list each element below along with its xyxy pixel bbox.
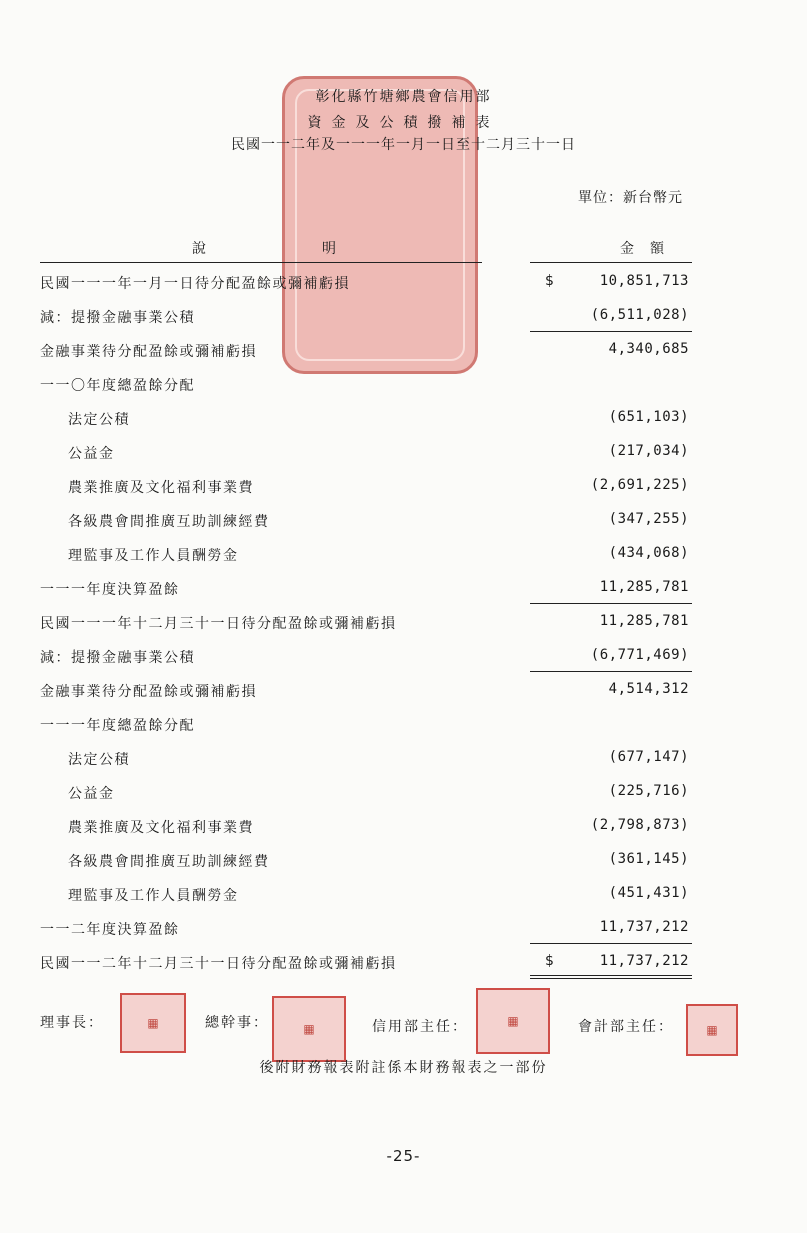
row-amount: 11,285,781	[599, 613, 689, 629]
subtotal-rule	[530, 943, 692, 944]
credit-director-seal-stamp: ▦	[476, 988, 550, 1054]
row-label: 民國一一二年十二月三十一日待分配盈餘或彌補虧損	[40, 956, 397, 972]
currency-symbol: $	[545, 953, 554, 969]
row-amount: 11,285,781	[599, 579, 689, 595]
table-row	[0, 639, 807, 673]
table-row	[0, 299, 807, 333]
row-amount: (217,034)	[608, 443, 689, 459]
general-manager-seal-stamp: ▦	[272, 996, 346, 1062]
row-label: 法定公積	[68, 412, 130, 428]
subtotal-rule	[530, 331, 692, 332]
row-label: 民國一一一年一月一日待分配盈餘或彌補虧損	[40, 276, 350, 292]
report-title: 資金及公積撥補表	[307, 115, 500, 131]
row-amount: (225,716)	[608, 783, 689, 799]
row-amount: (2,691,225)	[590, 477, 689, 493]
row-label: 一一一年度總盈餘分配	[40, 718, 195, 734]
total-double-rule-top	[530, 975, 692, 976]
row-amount: (2,798,873)	[590, 817, 689, 833]
column-header-description-a: 說	[192, 241, 206, 257]
row-label: 法定公積	[68, 752, 130, 768]
row-amount: (6,771,469)	[590, 647, 689, 663]
row-amount: (677,147)	[608, 749, 689, 765]
total-double-rule-bottom	[530, 978, 692, 979]
credit-director-label: 信用部主任：	[372, 1019, 468, 1035]
table-row	[0, 537, 807, 571]
row-amount: (361,145)	[608, 851, 689, 867]
row-label: 農業推廣及文化福利事業費	[68, 820, 254, 836]
general-manager-label: 總幹事：	[205, 1015, 269, 1031]
organization-name: 彰化縣竹塘鄉農會信用部	[315, 89, 492, 105]
row-label: 一一二年度決算盈餘	[40, 922, 180, 938]
table-row	[0, 503, 807, 537]
table-row	[0, 707, 807, 741]
table-row	[0, 775, 807, 809]
row-amount: 10,851,713	[599, 273, 689, 289]
accounting-director-label: 會計部主任：	[578, 1019, 674, 1035]
row-amount: 4,340,685	[608, 341, 689, 357]
report-period: 民國一一二年及一一一年一月一日至十二月三十一日	[231, 137, 576, 153]
table-row	[0, 435, 807, 469]
row-label: 減：提撥金融事業公積	[40, 650, 195, 666]
table-row	[0, 945, 807, 979]
row-amount: (651,103)	[608, 409, 689, 425]
table-row	[0, 843, 807, 877]
row-amount: (451,431)	[608, 885, 689, 901]
table-row	[0, 571, 807, 605]
row-label: 理監事及工作人員酬勞金	[68, 548, 239, 564]
row-label: 各級農會間推廣互助訓練經費	[68, 514, 270, 530]
row-amount: (434,068)	[608, 545, 689, 561]
column-header-description-b: 明	[322, 241, 336, 257]
table-row	[0, 741, 807, 775]
row-label: 理監事及工作人員酬勞金	[68, 888, 239, 904]
table-row	[0, 809, 807, 843]
subtotal-rule	[530, 603, 692, 604]
row-label: 金融事業待分配盈餘或彌補虧損	[40, 344, 257, 360]
currency-unit: 單位：新台幣元	[578, 190, 683, 206]
table-row	[0, 401, 807, 435]
row-label: 一一一年度決算盈餘	[40, 582, 180, 598]
footer-note: 後附財務報表附註係本財務報表之一部份	[259, 1060, 548, 1076]
table-row	[0, 877, 807, 911]
row-amount: (347,255)	[608, 511, 689, 527]
row-label: 一一〇年度總盈餘分配	[40, 378, 195, 394]
table-row	[0, 911, 807, 945]
table-row	[0, 469, 807, 503]
row-amount: 4,514,312	[608, 681, 689, 697]
table-row	[0, 333, 807, 367]
header-rule-amount	[530, 262, 692, 263]
row-label: 民國一一一年十二月三十一日待分配盈餘或彌補虧損	[40, 616, 397, 632]
table-row	[0, 367, 807, 401]
row-label: 各級農會間推廣互助訓練經費	[68, 854, 270, 870]
row-label: 公益金	[68, 446, 115, 462]
table-row	[0, 673, 807, 707]
chairman-seal-stamp: ▦	[120, 993, 186, 1053]
row-label: 公益金	[68, 786, 115, 802]
row-label: 農業推廣及文化福利事業費	[68, 480, 254, 496]
accounting-director-seal-stamp: ▦	[686, 1004, 738, 1056]
row-amount: (6,511,028)	[590, 307, 689, 323]
table-row	[0, 605, 807, 639]
row-amount: 11,737,212	[599, 953, 689, 969]
header-rule-description	[40, 262, 482, 263]
row-amount: 11,737,212	[599, 919, 689, 935]
table-row	[0, 265, 807, 299]
page-number: -25-	[386, 1147, 421, 1165]
chairman-label: 理事長：	[40, 1015, 104, 1031]
currency-symbol: $	[545, 273, 554, 289]
subtotal-rule	[530, 671, 692, 672]
row-label: 金融事業待分配盈餘或彌補虧損	[40, 684, 257, 700]
row-label: 減：提撥金融事業公積	[40, 310, 195, 326]
column-header-amount: 金額	[620, 241, 680, 257]
